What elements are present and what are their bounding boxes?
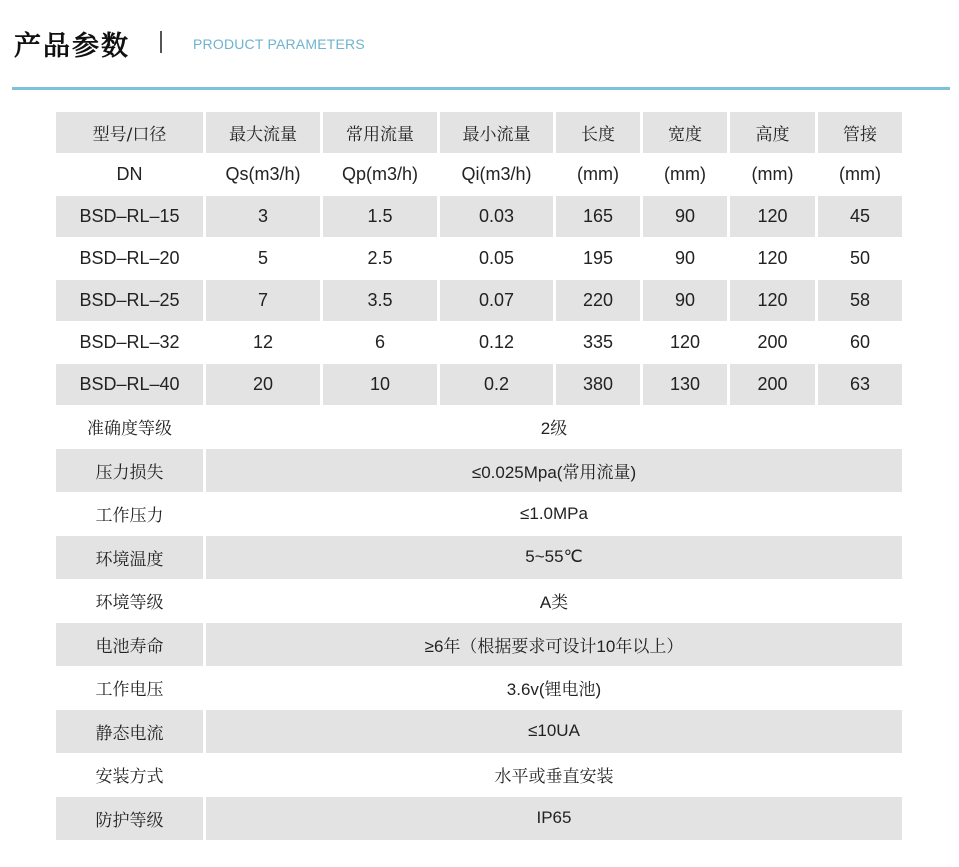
value-cell: 335 (582, 332, 614, 352)
model-cell: BSD–RL–40 (56, 364, 203, 405)
spec-label: 静态电流 (56, 710, 203, 754)
spec-row (56, 492, 902, 536)
model-cell: BSD–RL–20 (79, 248, 180, 268)
value-cell: 0.12 (478, 332, 515, 352)
value-cell: 200 (757, 332, 788, 352)
value-cell: 220 (556, 280, 640, 321)
column-header: 最大流量 (206, 112, 320, 153)
spec-row (56, 449, 902, 493)
value-cell: 5 (257, 248, 268, 268)
spec-row (56, 536, 902, 580)
column-unit: Qs(m3/h) (225, 164, 301, 184)
page-title: 产品参数 (14, 31, 130, 62)
page-subtitle: PRODUCT PARAMETERS (193, 36, 365, 52)
value-cell: 3 (206, 196, 320, 237)
header-rule (12, 87, 950, 90)
value-cell: 3.5 (323, 280, 437, 321)
value-cell: 63 (818, 364, 902, 405)
table-row (56, 196, 902, 237)
table-row (56, 321, 902, 364)
spec-label: 电池寿命 (56, 623, 203, 667)
model-cell: BSD–RL–25 (56, 280, 203, 321)
spec-row (56, 797, 902, 841)
value-cell: 90 (643, 280, 727, 321)
column-header: 最小流量 (440, 112, 553, 153)
spec-value: ≤1.0MPa (520, 503, 588, 523)
value-cell: 12 (252, 332, 274, 352)
column-unit: DN (116, 164, 143, 184)
column-unit: Qp(m3/h) (341, 164, 419, 184)
column-unit: (mm) (751, 164, 794, 184)
spec-label: 环境温度 (56, 536, 203, 580)
parameters-table (53, 112, 905, 840)
value-cell: 120 (757, 248, 788, 268)
column-unit: (mm) (577, 164, 619, 184)
value-cell: 90 (674, 248, 696, 268)
table-header-row (56, 112, 902, 153)
model-cell: BSD–RL–32 (79, 332, 180, 352)
value-cell: 2.5 (367, 248, 393, 268)
spec-value: 3.6v(锂电池) (506, 680, 602, 700)
value-cell: 7 (206, 280, 320, 321)
value-cell: 10 (323, 364, 437, 405)
model-cell: BSD–RL–15 (56, 196, 203, 237)
value-cell: 0.03 (440, 196, 553, 237)
table-row (56, 280, 902, 321)
value-cell: 120 (669, 332, 701, 352)
spec-row (56, 623, 902, 667)
spec-label: 准确度等级 (87, 419, 172, 440)
value-cell: 165 (556, 196, 640, 237)
spec-value: IP65 (206, 797, 902, 841)
spec-label: 工作压力 (95, 506, 164, 527)
spec-label: 环境等级 (95, 593, 164, 614)
spec-value: 2级 (540, 419, 568, 439)
spec-row (56, 579, 902, 623)
table-row (56, 237, 902, 280)
value-cell: 0.07 (440, 280, 553, 321)
column-header: 高度 (730, 112, 815, 153)
column-header: 宽度 (643, 112, 727, 153)
spec-row (56, 405, 902, 449)
table-row (56, 364, 902, 405)
spec-value: ≥6年（根据要求可设计10年以上） (206, 623, 902, 667)
value-cell: 6 (374, 332, 385, 352)
table-unit-row (56, 153, 902, 196)
spec-row (56, 710, 902, 754)
spec-value: 5~55℃ (206, 536, 902, 580)
value-cell: 120 (730, 196, 815, 237)
value-cell: 58 (818, 280, 902, 321)
spec-row (56, 666, 902, 710)
spec-label: 工作电压 (95, 680, 164, 701)
spec-label: 压力损失 (56, 449, 203, 493)
value-cell: 0.05 (478, 248, 515, 268)
spec-value: ≤0.025Mpa(常用流量) (206, 449, 902, 493)
spec-label: 防护等级 (56, 797, 203, 841)
spec-value: ≤10UA (206, 710, 902, 754)
value-cell: 200 (730, 364, 815, 405)
value-cell: 45 (818, 196, 902, 237)
section-header (0, 0, 959, 92)
value-cell: 90 (643, 196, 727, 237)
spec-label: 安装方式 (95, 767, 164, 788)
column-header: 管接 (818, 112, 902, 153)
column-header: 常用流量 (323, 112, 437, 153)
value-cell: 380 (556, 364, 640, 405)
value-cell: 0.2 (440, 364, 553, 405)
column-unit: (mm) (839, 164, 881, 184)
value-cell: 130 (643, 364, 727, 405)
spec-row (56, 753, 902, 797)
value-cell: 60 (849, 332, 871, 352)
column-unit: Qi(m3/h) (461, 164, 532, 184)
column-unit: (mm) (664, 164, 706, 184)
title-divider (160, 31, 162, 53)
column-header: 长度 (556, 112, 640, 153)
spec-value: 水平或垂直安装 (494, 767, 614, 787)
value-cell: 20 (206, 364, 320, 405)
value-cell: 120 (730, 280, 815, 321)
value-cell: 50 (849, 248, 871, 268)
value-cell: 195 (582, 248, 614, 268)
value-cell: 1.5 (323, 196, 437, 237)
spec-value: A类 (539, 593, 569, 613)
column-header: 型号/口径 (56, 112, 203, 153)
